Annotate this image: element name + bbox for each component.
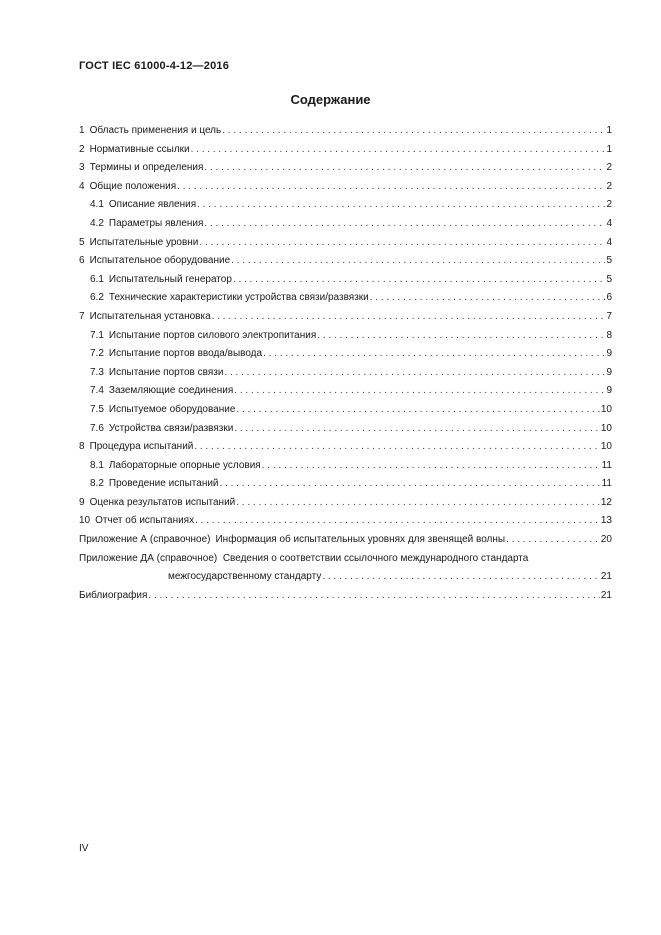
toc-entry-number: 7.6 [90,422,104,434]
toc-entry-page: 2 [606,162,612,174]
toc-entry[interactable] [79,122,612,141]
dot-leader [177,178,605,197]
dot-leader [263,345,605,364]
toc-entry[interactable] [79,494,612,513]
toc-entry-title: Описание явления [108,199,197,211]
toc-entry[interactable] [79,327,612,346]
dot-leader [322,568,600,587]
toc-entry-number: 8.1 [90,459,104,471]
dot-leader [233,271,606,290]
toc-entry-page: 21 [600,589,612,601]
toc-entry-title: Испытание портов связи [108,366,224,378]
toc-items [79,122,612,531]
toc-entry[interactable] [79,141,612,160]
toc-entry[interactable] [79,215,612,234]
toc-entry-title: Область применения и цель [89,125,222,136]
toc-entry[interactable] [79,512,612,531]
toc-entry[interactable] [79,289,612,308]
toc-entry-title: Испытание портов силового электропитания [108,329,317,341]
toc-entry[interactable] [79,178,612,197]
toc-entry[interactable] [79,234,612,253]
toc-entry[interactable] [79,308,612,327]
toc-entry-annex-da[interactable] [79,550,612,587]
toc-entry-title: Параметры явления [108,217,204,229]
toc-entry-number: 7.1 [90,329,104,341]
toc-entry-number: 6.2 [90,292,104,304]
toc-entry-number: 5 [79,236,85,248]
table-of-contents [79,122,612,605]
dot-leader [370,289,606,308]
toc-entry-title: Библиография [79,589,148,601]
toc-entry[interactable] [79,252,612,271]
toc-entry[interactable] [79,382,612,401]
toc-entry[interactable] [79,420,612,439]
toc-entry-page: 4 [606,217,612,229]
dot-leader [236,401,599,420]
toc-entry[interactable] [79,438,612,457]
toc-entry-number: 8 [79,441,85,453]
dot-leader [191,141,606,160]
page-number: IV [79,843,89,854]
toc-entry-number: 7.2 [90,348,104,360]
toc-entry-title-line1: Сведения о соответствии ссылочного международного стандарта [222,552,529,564]
toc-entry-title: Испытательная установка [89,310,211,322]
toc-entry-page: 11 [601,478,612,490]
toc-entry-title: Устройства связи/развязки [108,422,234,434]
toc-entry[interactable] [79,457,612,476]
toc-entry[interactable] [79,475,612,494]
dot-leader [199,234,605,253]
toc-entry-page: 5 [606,273,612,285]
toc-entry-title-line2: межгосударственному стандарту [168,571,322,583]
toc-entry-title: Заземляющие соединения [108,385,234,397]
toc-entry[interactable] [79,364,612,383]
toc-entry-page: 10 [600,403,612,415]
toc-entry-page: 11 [601,459,612,471]
dot-leader [262,457,601,476]
dot-leader [236,494,600,513]
toc-entry-number: 4.2 [90,217,104,229]
dot-leader [194,438,600,457]
toc-title: Содержание [290,92,371,107]
toc-entry-label: Приложение ДА (справочное) [79,552,218,564]
document-header: ГОСТ IEC 61000-4-12—2016 [79,60,230,72]
dot-leader [220,475,601,494]
toc-entry-page: 1 [606,143,612,155]
toc-entry-title: Лабораторные опорные условия [108,459,261,471]
toc-entry[interactable] [79,401,612,420]
toc-entry-title: Информация об испытательных уровнях для звенящей волны [215,534,506,546]
toc-entry-title: Оценка результатов испытаний [89,496,236,508]
dot-leader [317,327,605,346]
toc-entry-first-line [79,550,612,569]
toc-entry-number: 8.2 [90,478,104,490]
toc-entry-label: Приложение А (справочное) [79,534,211,546]
toc-entry-page: 20 [600,534,612,546]
dot-leader [506,531,600,550]
toc-entry-number: 7.4 [90,385,104,397]
dot-leader [195,512,600,531]
dot-leader [204,159,605,178]
toc-entry-title: Испытательные уровни [89,236,199,248]
toc-entry-page: 7 [606,310,612,322]
toc-entry-number: 1 [79,125,85,136]
toc-entry-number: 7.3 [90,366,104,378]
toc-entry-page: 10 [600,441,612,453]
dot-leader [231,252,605,271]
dot-leader [148,587,599,606]
toc-entry-bibliography[interactable] [79,587,612,606]
toc-entry-title: Процедура испытаний [89,441,194,453]
toc-entry-number: 3 [79,162,85,174]
toc-entry-title: Испытательный генератор [108,273,232,285]
dot-leader [212,308,606,327]
dot-leader [222,122,605,141]
toc-entry-number: 6 [79,255,85,267]
toc-entry-page: 4 [606,236,612,248]
dot-leader [204,215,605,234]
toc-entry-number: 4 [79,180,85,192]
toc-entry-page: 13 [600,515,612,527]
toc-entry[interactable] [79,345,612,364]
toc-entry-page: 1 [606,125,612,136]
toc-entry-number: 6.1 [90,273,104,285]
toc-entry-page: 10 [600,422,612,434]
toc-entry-second-line [79,568,612,587]
toc-entry-number: 10 [79,515,91,527]
toc-entry-page: 9 [606,366,612,378]
toc-entry[interactable] [79,159,612,178]
toc-entry-title: Испытательное оборудование [89,255,231,267]
toc-entry-number: 9 [79,496,85,508]
dot-leader [197,196,605,215]
toc-entry-page: 2 [606,180,612,192]
toc-entry-annex-a[interactable] [79,531,612,550]
toc-entry-title: Испытуемое оборудование [108,403,236,415]
toc-entry-page: 2 [606,199,612,211]
toc-entry-page: 9 [606,385,612,397]
toc-entry-title: Проведение испытаний [108,478,219,490]
toc-entry-title: Отчет об испытаниях [95,515,195,527]
toc-entry[interactable] [79,196,612,215]
dot-leader [234,382,605,401]
toc-entry-number: 4.1 [90,199,104,211]
toc-entry[interactable] [79,271,612,290]
dot-leader [224,364,605,383]
toc-entry-title: Испытание портов ввода/вывода [108,348,263,360]
toc-entry-page: 9 [606,348,612,360]
toc-entry-number: 7.5 [90,403,104,415]
toc-entry-title: Термины и определения [89,162,204,174]
toc-entry-title: Нормативные ссылки [89,143,190,155]
toc-entry-page: 8 [606,329,612,341]
toc-entry-page: 6 [606,292,612,304]
toc-entry-number: 2 [79,143,85,155]
toc-entry-title: Общие положения [89,180,177,192]
toc-entry-page: 21 [600,571,612,583]
toc-entry-page: 12 [600,496,612,508]
toc-entry-number: 7 [79,310,85,322]
dot-leader [234,420,600,439]
toc-entry-title: Технические характеристики устройства связи/развязки [108,292,369,304]
toc-entry-page: 5 [606,255,612,267]
